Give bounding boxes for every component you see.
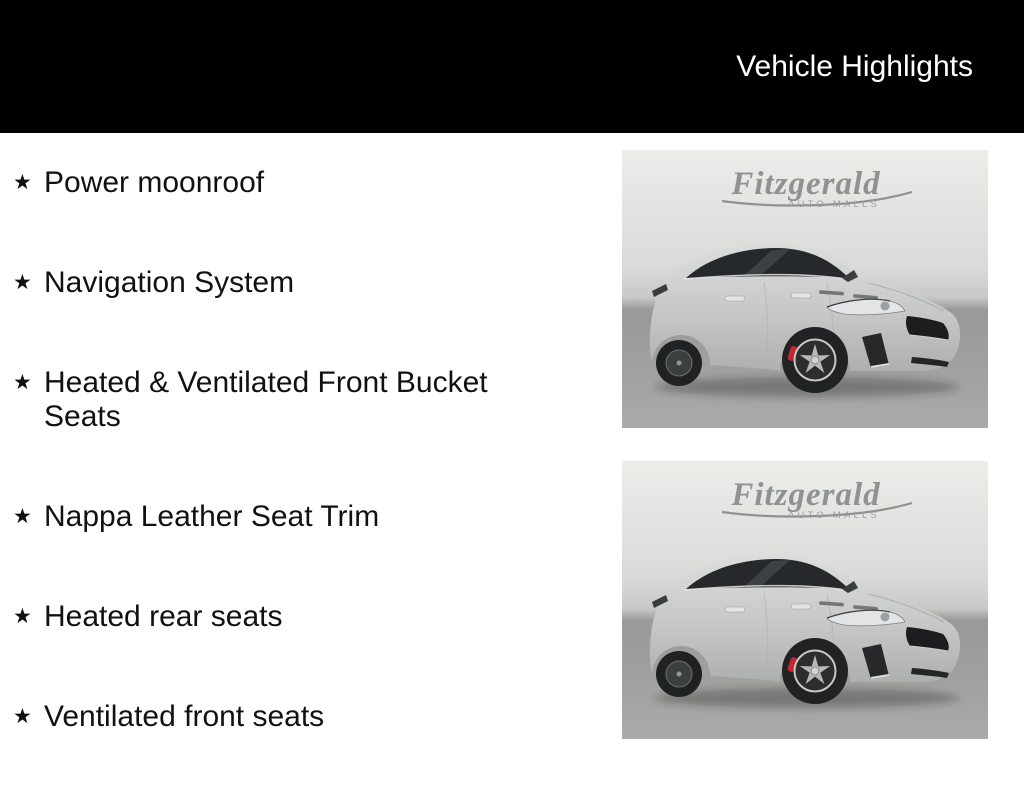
watermark-brand: Fitzgerald xyxy=(731,166,881,202)
highlight-item xyxy=(13,700,518,734)
watermark-tagline: AUTO MALLS xyxy=(787,199,881,210)
rear-wheel xyxy=(656,651,702,697)
highlight-item xyxy=(13,600,518,634)
watermark-brand: Fitzgerald xyxy=(731,477,881,513)
highlight-item xyxy=(13,166,518,200)
front-wheel xyxy=(782,327,848,393)
watermark-tagline: AUTO MALLS xyxy=(787,510,881,521)
header-bar xyxy=(0,0,1024,133)
door-handle xyxy=(725,296,745,301)
highlight-item xyxy=(13,266,518,300)
door-handle xyxy=(791,604,811,609)
door-handle xyxy=(725,607,745,612)
door-handle xyxy=(791,293,811,298)
star-bullet-icon: ★ xyxy=(13,371,32,394)
front-wheel xyxy=(782,638,848,704)
star-bullet-icon: ★ xyxy=(13,171,32,194)
vehicle-photo-1 xyxy=(622,150,988,428)
star-bullet-icon: ★ xyxy=(13,505,32,528)
highlights-list xyxy=(13,166,518,800)
highlight-label: Power moonroof xyxy=(44,166,265,199)
car-photo-illustration xyxy=(622,150,988,428)
highlight-label: Navigation System xyxy=(44,266,295,299)
star-bullet-icon: ★ xyxy=(13,705,32,728)
star-bullet-icon: ★ xyxy=(13,605,32,628)
car-photo-illustration xyxy=(622,461,988,739)
highlight-label: Nappa Leather Seat Trim xyxy=(44,500,380,533)
highlight-label: Ventilated front seats xyxy=(44,700,325,733)
highlight-label: Heated rear seats xyxy=(44,600,283,633)
highlight-label: Heated & Ventilated Front Bucket Seats xyxy=(44,366,488,433)
vehicle-photo-2 xyxy=(622,461,988,739)
star-bullet-icon: ★ xyxy=(13,271,32,294)
page-title: Vehicle Highlights xyxy=(736,50,973,83)
rear-wheel xyxy=(656,340,702,386)
highlight-item xyxy=(13,366,518,434)
highlight-item xyxy=(13,500,518,534)
